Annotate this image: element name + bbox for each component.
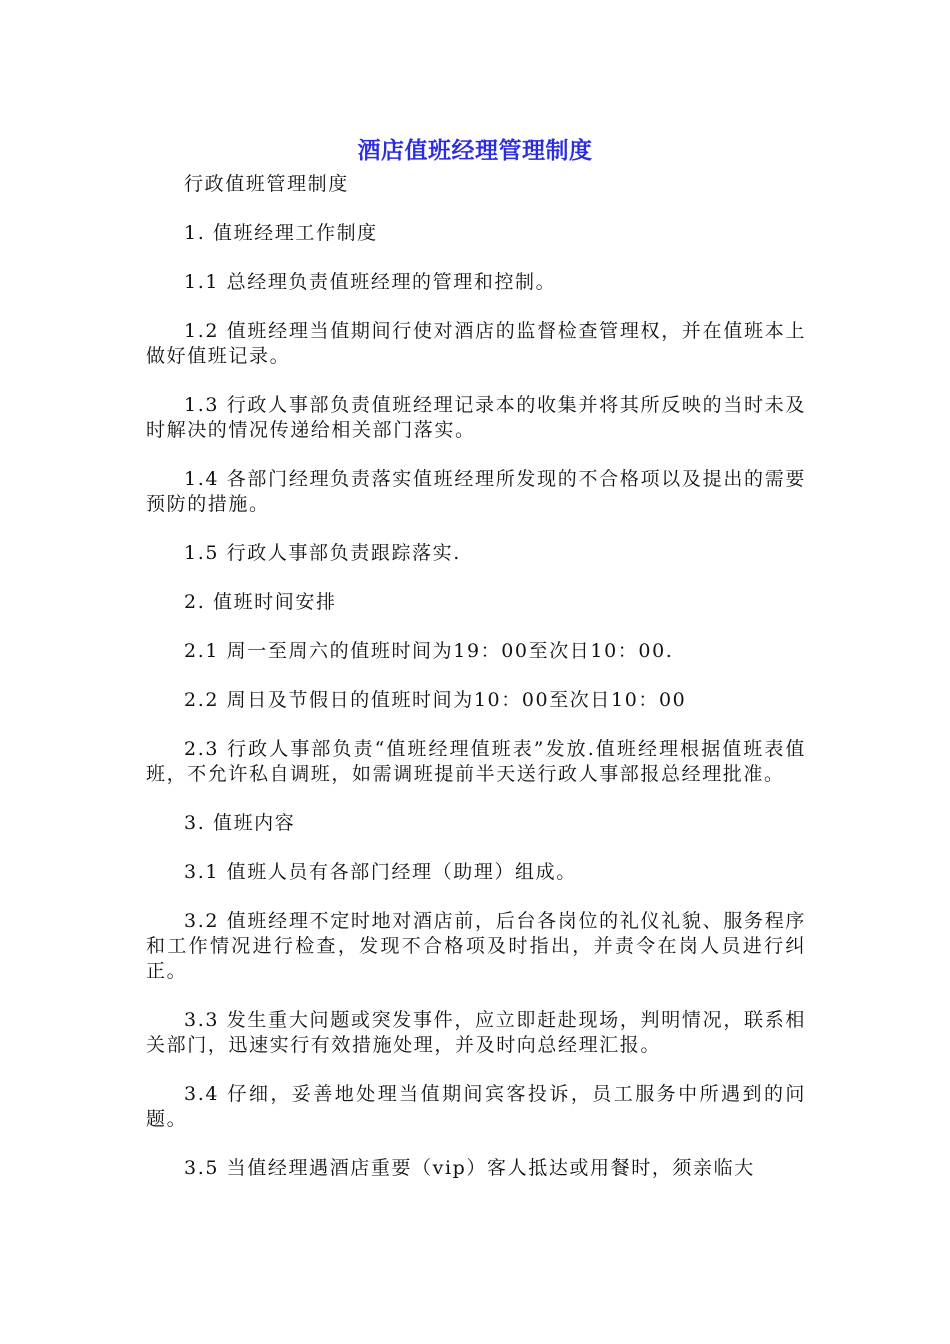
paragraph-heading-2: 2. 值班时间安排 [184,591,337,613]
paragraph-3-3: 3.3 发生重大问题或突发事件，应立即赶赴现场，判明情况，联系相关部门，迅速实行有效措施处理，并及时向总经理汇报。 [146,1009,806,1056]
paragraph-2-2: 2.2 周日及节假日的值班时间为10：00至次日10：00 [184,689,687,711]
paragraph-2-1: 2.1 周一至周六的值班时间为19：00至次日10：00. [184,640,674,662]
document-title: 酒店值班经理管理制度 [357,138,593,164]
document-body [146,172,806,1205]
paragraph-1-3: 1.3 行政人事部负责值班经理记录本的收集并将其所反映的当时未及时解决的情况传递给相关部门落实。 [146,394,806,441]
paragraph-1-1: 1.1 总经理负责值班经理的管理和控制。 [184,271,557,293]
paragraph-3-2: 3.2 值班经理不定时地对酒店前，后台各岗位的礼仪礼貌、服务程序和工作情况进行检查，发现不合格项及时指出，并责令在岗人员进行纠正。 [146,910,806,982]
paragraph-3-1: 3.1 值班人员有各部门经理（助理）组成。 [184,861,577,883]
paragraph-2-3: 2.3 行政人事部负责“值班经理值班表”发放.值班经理根据值班表值班，不允许私自调班，如需调班提前半天送行政人事部报总经理批准。 [146,738,806,785]
paragraph-1-4: 1.4 各部门经理负责落实值班经理所发现的不合格项以及提出的需要预防的措施。 [146,468,806,515]
paragraph-3-5: 3.5 当值经理遇酒店重要（vip）客人抵达或用餐时，须亲临大 [184,1157,755,1179]
paragraph-1-2: 1.2 值班经理当值期间行使对酒店的监督检查管理权，并在值班本上做好值班记录。 [146,320,806,367]
paragraph-heading-1: 1. 值班经理工作制度 [184,222,378,244]
paragraph-3-4: 3.4 仔细，妥善地处理当值期间宾客投诉，员工服务中所遇到的问题。 [146,1083,806,1130]
paragraph-heading-3: 3. 值班内容 [184,812,296,834]
paragraph-section-title: 行政值班管理制度 [184,173,349,195]
paragraph-1-5: 1.5 行政人事部负责跟踪落实. [184,542,461,564]
